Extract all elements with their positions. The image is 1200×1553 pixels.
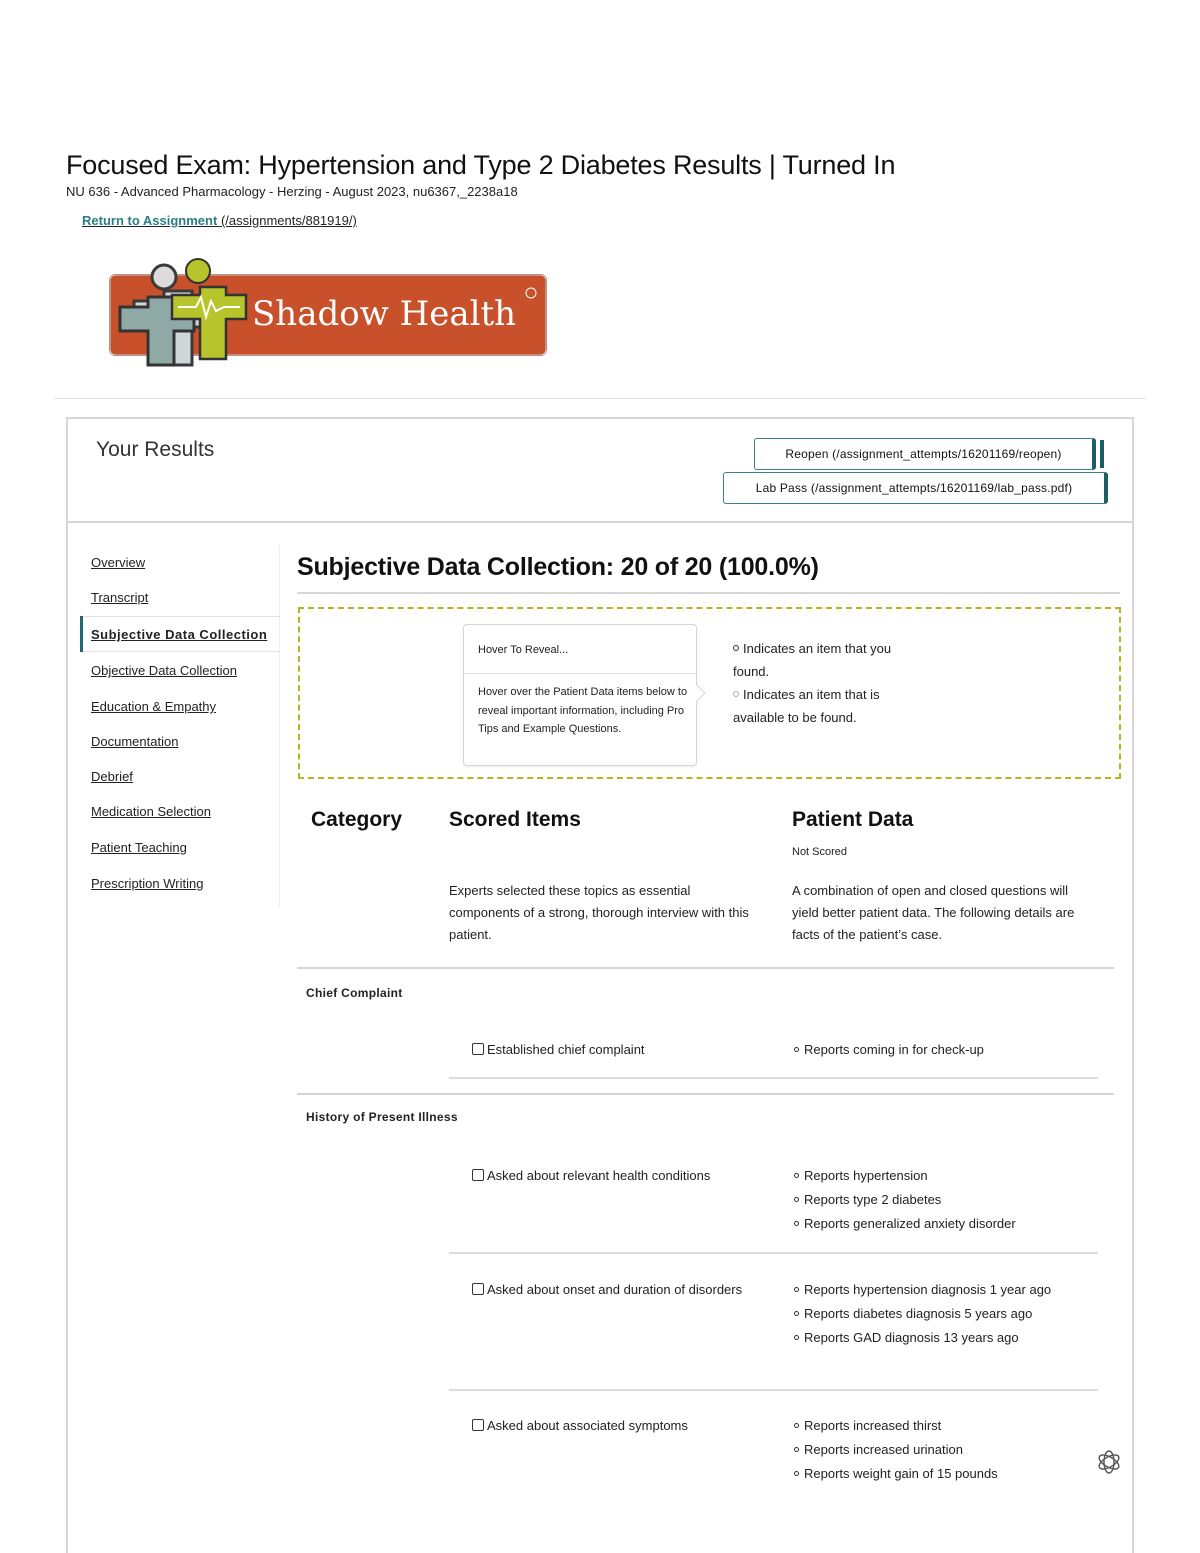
sidebar-item-transcript[interactable]: Transcript bbox=[91, 590, 149, 605]
scored-item-label: Asked about associated symptoms bbox=[487, 1418, 688, 1433]
return-to-assignment-link[interactable] bbox=[82, 213, 357, 228]
section-divider bbox=[297, 592, 1120, 594]
sidebar-item-prescription-writing[interactable]: Prescription Writing bbox=[91, 876, 204, 891]
sidebar-item-debrief[interactable]: Debrief bbox=[91, 769, 133, 784]
patient-data-item[interactable]: Reports GAD diagnosis 13 years ago bbox=[794, 1327, 1094, 1348]
item-divider bbox=[449, 1252, 1098, 1254]
shadow-health-logo bbox=[104, 255, 550, 375]
category-divider bbox=[297, 1093, 1114, 1095]
found-dot-icon bbox=[794, 1047, 799, 1052]
logo-text: Shadow Health bbox=[252, 294, 517, 334]
patient-data-list bbox=[794, 1165, 1094, 1237]
sidebar-active-indicator bbox=[80, 616, 83, 652]
reopen-button[interactable]: Reopen (/assignment_attempts/16201169/reopen) bbox=[754, 438, 1096, 470]
sidebar-item-subjective-data-collection[interactable]: Subjective Data Collection bbox=[91, 627, 268, 642]
item-divider bbox=[449, 1389, 1098, 1391]
scored-item bbox=[472, 1415, 752, 1436]
tooltip-heading: Hover To Reveal... bbox=[478, 644, 569, 656]
scored-item bbox=[472, 1165, 752, 1186]
found-dot-icon bbox=[794, 1447, 799, 1452]
found-dot-icon bbox=[794, 1311, 799, 1316]
checkbox-icon bbox=[472, 1419, 484, 1431]
column-header-category: Category bbox=[311, 808, 403, 831]
scored-item-label: Asked about relevant health conditions bbox=[487, 1168, 711, 1183]
category-label: Chief Complaint bbox=[306, 986, 403, 1000]
return-link-path[interactable]: (/assignments/881919/) bbox=[220, 213, 357, 228]
item-divider bbox=[449, 1077, 1098, 1079]
tooltip-divider bbox=[464, 673, 696, 674]
category-label: History of Present Illness bbox=[306, 1110, 458, 1124]
results-title: Your Results bbox=[96, 438, 215, 461]
sidebar-item-documentation[interactable]: Documentation bbox=[91, 734, 179, 749]
lab-pass-button[interactable]: Lab Pass (/assignment_attempts/16201169/lab_pass.pdf) bbox=[723, 472, 1108, 504]
reopen-button-edge bbox=[1100, 440, 1104, 468]
found-dot-icon bbox=[794, 1221, 799, 1226]
section-title: Subjective Data Collection: 20 of 20 (100.0%) bbox=[297, 553, 819, 581]
checkbox-icon bbox=[472, 1283, 484, 1295]
legend-found bbox=[733, 637, 903, 683]
openai-logo-icon[interactable] bbox=[1094, 1447, 1124, 1477]
sidebar-item-objective-data-collection[interactable]: Objective Data Collection bbox=[91, 663, 237, 678]
patient-data-item[interactable]: Reports weight gain of 15 pounds bbox=[794, 1463, 1094, 1484]
header-divider bbox=[54, 398, 1146, 399]
page-title: Focused Exam: Hypertension and Type 2 Diabetes Results | Turned In bbox=[66, 150, 896, 180]
sidebar-item-medication-selection[interactable]: Medication Selection bbox=[91, 804, 211, 819]
legend-found-text: Indicates an item that you found. bbox=[733, 641, 892, 679]
found-dot-icon bbox=[733, 645, 739, 651]
patient-data-item[interactable]: Reports diabetes diagnosis 5 years ago bbox=[794, 1303, 1094, 1324]
checkbox-icon bbox=[472, 1169, 484, 1181]
return-link-label[interactable]: Return to Assignment bbox=[82, 213, 218, 228]
patient-data-list bbox=[794, 1279, 1094, 1351]
hover-tooltip bbox=[463, 624, 697, 766]
scored-item bbox=[472, 1039, 752, 1060]
patient-data-item[interactable]: Reports hypertension bbox=[794, 1165, 1094, 1186]
shadow-health-logo-icon bbox=[104, 255, 550, 375]
scored-items-description: Experts selected these topics as essential components of a strong, thorough interview with this patient. bbox=[449, 883, 749, 942]
sidebar-item-overview[interactable]: Overview bbox=[91, 555, 146, 570]
scored-item-label: Established chief complaint bbox=[487, 1042, 645, 1057]
tooltip-arrow-icon bbox=[689, 685, 706, 702]
patient-data-item[interactable]: Reports generalized anxiety disorder bbox=[794, 1213, 1094, 1234]
sidebar-item-patient-teaching[interactable]: Patient Teaching bbox=[91, 840, 187, 855]
openai-logo-icon-svg bbox=[1094, 1447, 1124, 1477]
patient-data-item[interactable]: Reports type 2 diabetes bbox=[794, 1189, 1094, 1210]
sidebar-item-education-empathy[interactable]: Education & Empathy bbox=[91, 699, 217, 714]
column-header-scored-items: Scored Items bbox=[449, 808, 581, 831]
checkbox-icon bbox=[472, 1043, 484, 1055]
legend-panel bbox=[298, 607, 1121, 779]
found-dot-icon bbox=[794, 1287, 799, 1292]
not-scored-label: Not Scored bbox=[792, 846, 848, 858]
category-divider bbox=[297, 967, 1114, 969]
tooltip-body: Hover over the Patient Data items below to reveal important information, including Pro Tips and Example Questions. bbox=[478, 686, 688, 735]
found-dot-icon bbox=[794, 1335, 799, 1340]
patient-data-list bbox=[794, 1039, 1094, 1063]
found-dot-icon bbox=[794, 1197, 799, 1202]
course-subtitle: NU 636 - Advanced Pharmacology - Herzing - August 2023, nu6367,_2238a18 bbox=[66, 184, 518, 199]
patient-data-item[interactable]: Reports hypertension diagnosis 1 year ago bbox=[794, 1279, 1094, 1300]
patient-data-item[interactable]: Reports increased thirst bbox=[794, 1415, 1094, 1436]
results-sidebar-nav bbox=[80, 545, 280, 907]
available-dot-icon bbox=[733, 691, 739, 697]
found-dot-icon bbox=[794, 1173, 799, 1178]
found-dot-icon bbox=[794, 1471, 799, 1476]
legend-available-text: Indicates an item that is available to be found. bbox=[733, 687, 880, 725]
patient-data-description: A combination of open and closed questions will yield better patient data. The following details are facts of the patient’s case. bbox=[792, 883, 1075, 942]
scored-item-label: Asked about onset and duration of disorders bbox=[487, 1282, 743, 1297]
patient-data-item[interactable]: Reports increased urination bbox=[794, 1439, 1094, 1460]
column-header-patient-data: Patient Data bbox=[792, 808, 914, 831]
patient-data-list bbox=[794, 1415, 1094, 1487]
scored-item bbox=[472, 1279, 752, 1300]
legend-available bbox=[733, 683, 903, 729]
results-header bbox=[68, 419, 1132, 523]
found-dot-icon bbox=[794, 1423, 799, 1428]
patient-data-item[interactable]: Reports coming in for check-up bbox=[794, 1039, 1094, 1060]
